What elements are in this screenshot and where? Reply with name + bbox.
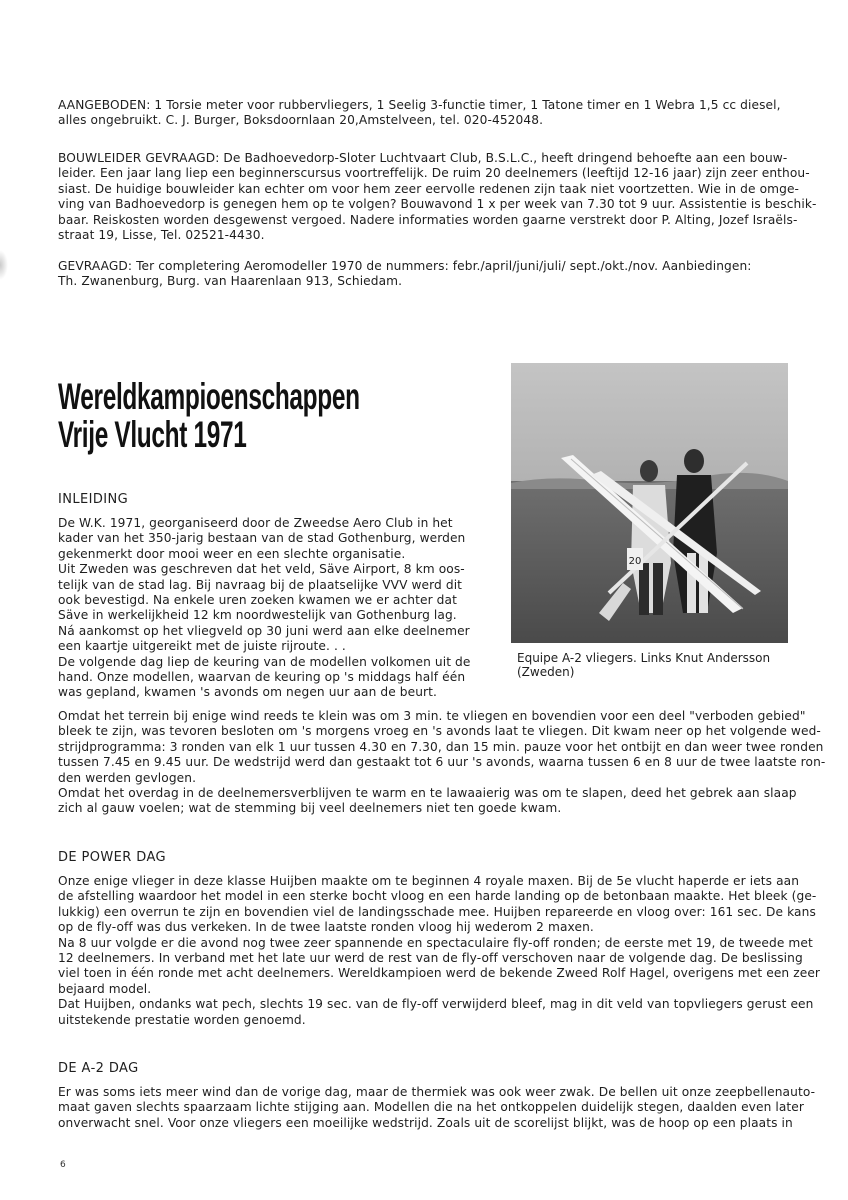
text-line: lukkig) een overrun te zijn en bovendien viel de landingsschade mee. Huijben repareerde en vloog over: 161 sec. De kans (58, 904, 816, 919)
text-line: maat gaven slechts spaarzaam lichte stijging aan. Modellen die na het ontkoppelen duidelijk stegen, daalden even later (58, 1100, 805, 1115)
text-line: Omdat het terrein bij enige wind reeds te klein was om 3 min. te vliegen en bovendien voor een deel "verboden gebied" (58, 709, 806, 723)
text-line: Uit Zweden was geschreven dat het veld, Säve Airport, 8 km oos- (58, 562, 465, 577)
text-line: BOUWLEIDER GEVRAAGD: De Badhoevedorp-Sloter Luchtvaart Club, B.S.L.C., heeft dringend behoefte aan een bouw- (58, 151, 788, 165)
text-line: De W.K. 1971, georganiseerd door de Zweedse Aero Club in het (58, 516, 453, 530)
section-heading-inleiding: INLEIDING (58, 492, 129, 507)
text-line: een kaartje uitgereikt met de juiste rijroute. . . (58, 639, 346, 654)
text-line: viel toen in één ronde met acht deelnemers. Wereldkampioen werd de bekende Zweed Rolf Hagel, overigens met een zeer (58, 966, 821, 981)
caption-line: Equipe A-2 vliegers. Links Knut Andersson (517, 651, 771, 665)
text-line: kader van het 350-jarig bestaan van de stad Gothenburg, werden (58, 531, 466, 546)
power-dag-text (58, 874, 821, 1028)
article-title (58, 378, 360, 454)
section-heading-power: DE POWER DAG (58, 850, 166, 865)
inleiding-narrow-text (58, 516, 498, 701)
text-line: strijdprogramma: 3 ronden van elk 1 uur tussen 4.30 en 7.30, dan 15 min. pauze voor het ontbijt en dan weer twee ronden (58, 739, 824, 754)
text-line: Ná aankomst op het vliegveld op 30 juni werd aan elke deelnemer (58, 623, 470, 638)
text-line: 12 deelnemers. In verband met het late uur werd de rest van de fly-off verschoven naar de volgende dag. De beslissing (58, 951, 803, 966)
inleiding-wide-text (58, 709, 826, 817)
model-number-label: 20 (628, 556, 642, 567)
photo-a2-flyers (511, 363, 788, 643)
text-line: Dat Huijben, ondanks wat pech, slechts 19 sec. van de fly-off verwijderd bleef, mag in dit veld van topvliegers gerust een (58, 997, 814, 1012)
ad-gevraagd (58, 259, 786, 290)
text-line: baar. Reiskosten worden desgewenst vergoed. Nadere informaties worden gaarne verstrekt door P. Alting, Jozef Israëls- (58, 212, 798, 227)
caption-line: (Zweden) (517, 665, 575, 679)
text-line: telijk van de stad lag. Bij navraag bij de plaatselijke VVV werd dit (58, 577, 463, 592)
photo-caption (517, 651, 787, 679)
a2-dag-text (58, 1085, 816, 1131)
text-line: bejaard model. (58, 981, 152, 996)
text-line: Säve in werkelijkheid 12 km noordwestelijk van Gothenburg lag. (58, 608, 457, 623)
text-line: uitstekende prestatie worden genoemd. (58, 1012, 306, 1027)
text-line: Na 8 uur volgde er die avond nog twee zeer spannende en spectaculaire fly-off ronden; de eerste met 19, de tweede met (58, 935, 813, 950)
ad-aangeboden (58, 98, 786, 129)
text-line: Th. Zwanenburg, Burg. van Haarenlaan 913, Schiedam. (58, 274, 403, 289)
title-line-1: Wereldkampioenschappen (58, 376, 360, 417)
text-line: den werden gevlogen. (58, 770, 197, 785)
text-line: De volgende dag liep de keuring van de modellen volkomen uit de (58, 654, 471, 669)
text-line: op de fly-off was dus verkeken. In de twee laatste ronden vloog hij wederom 2 maxen. (58, 920, 594, 935)
ad-bouwleider (58, 151, 817, 243)
text-line: alles ongebruikt. C. J. Burger, Boksdoornlaan 20,Amstelveen, tel. 020-452048. (58, 113, 544, 128)
text-line: leider. Een jaar lang liep een beginnerscursus voortreffelijk. De ruim 20 deelnemers (leeftijd 12-16 jaar) zijn zeer enthou- (58, 166, 810, 181)
text-line: onverwacht snel. Voor onze vliegers een moeilijke wedstrijd. Zoals uit de scorelijst blijkt, was de hoop op een plaats in (58, 1115, 793, 1130)
text-line: was gepland, kwamen 's avonds om negen uur aan de beurt. (58, 685, 438, 700)
text-line: ook bevestigd. Na enkele uren zoeken kwamen we er achter dat (58, 593, 457, 608)
section-heading-a2: DE A-2 DAG (58, 1061, 139, 1076)
text-line: bleek te zijn, was tevoren besloten om 's morgens vroeg en 's avonds laat te vliegen. Dit kwam neer op het volgende wed- (58, 724, 821, 739)
text-line: siast. De huidige bouwleider kan echter om voor hem zeer eervolle redenen zijn taak niet voortzetten. Wie in de omge- (58, 181, 800, 196)
text-line: Onze enige vlieger in deze klasse Huijben maakte om te beginnen 4 royale maxen. Bij de 5e vlucht haperde er iets aan (58, 874, 800, 888)
text-line: hand. Onze modellen, waarvan de keuring op 's middags half één (58, 670, 466, 685)
text-line: zich al gauw voelen; wat de stemming bij veel deelnemers niet ten goede kwam. (58, 801, 562, 816)
scan-edge-mark (0, 250, 8, 280)
text-line: gekenmerkt door mooi weer en een slechte organisatie. (58, 546, 406, 561)
text-line: AANGEBODEN: 1 Torsie meter voor rubbervliegers, 1 Seelig 3-functie timer, 1 Tatone timer en 1 Webra 1,5 cc diesel, (58, 98, 781, 112)
text-line: Er was soms iets meer wind dan de vorige dag, maar de thermiek was ook weer zwak. De bellen uit onze zeepbellenauto- (58, 1085, 816, 1099)
page-number: 6 (60, 1160, 66, 1170)
text-line: ving van Badhoevedorp is genegen hem op te volgen? Bouwavond 1 x per week van 7.30 tot 9 uur. Assistentie is beschik- (58, 197, 817, 212)
text-line: GEVRAAGD: Ter completering Aeromodeller 1970 de nummers: febr./april/juni/juli/ sept./okt./nov. Aanbiedingen: (58, 259, 752, 273)
title-line-2: Vrije Vlucht 1971 (58, 414, 247, 455)
photo-illustration (511, 363, 788, 643)
text-line: de afstelling waardoor het model in een sterke bocht vloog en een harde landing op de betonbaan maakte. Het bleek (ge- (58, 889, 817, 904)
text-line: Omdat het overdag in de deelnemersverblijven te warm en te lawaaierig was om te slapen, deed het gebrek aan slaap (58, 786, 797, 801)
text-line: straat 19, Lisse, Tel. 02521-4430. (58, 228, 265, 243)
text-line: tussen 7.45 en 9.45 uur. De wedstrijd werd dan gestaakt tot 6 uur 's avonds, waarna tussen 6 en 8 uur de twee laatste ron- (58, 755, 826, 770)
